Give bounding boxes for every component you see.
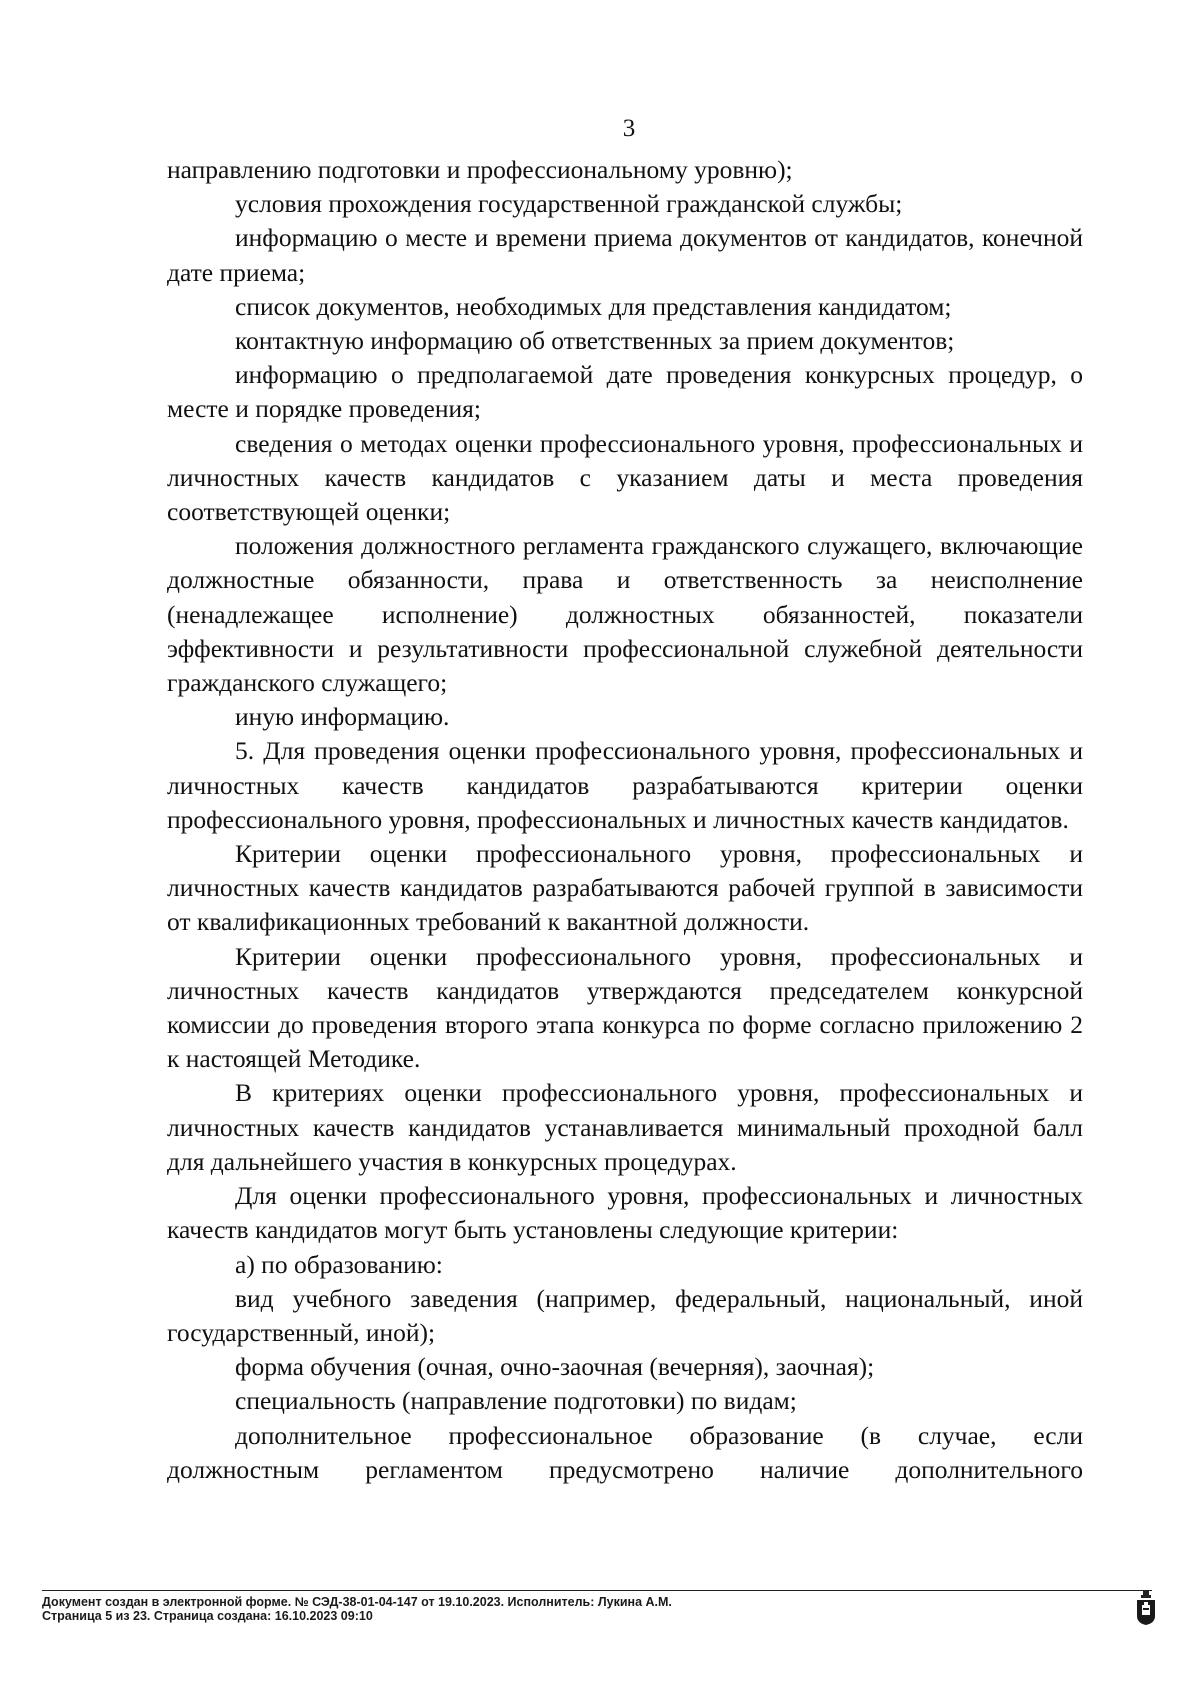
paragraph: контактную информацию об ответственных за прием документов;: [235, 326, 955, 356]
paragraph-continues: дополнительное профессиональное образование (в случае, если должностным регламентом предусмотрено наличие дополнительного: [167, 1420, 1083, 1484]
footer-divider: [42, 1590, 1152, 1591]
page-number: 3: [622, 115, 636, 142]
coat-of-arms-icon: [1135, 1590, 1157, 1626]
paragraph: информацию о предполагаемой дате проведения конкурсных процедур, о месте и порядке проведения;: [167, 360, 1083, 424]
paragraph-item-5: 5. Для проведения оценки профессионального уровня, профессиональных и личностных качеств кандидатов разрабатываются критерии оценки профессионального уровня, профессиональных и личностных качеств кандидатов.: [167, 736, 1083, 834]
paragraph: Критерии оценки профессионального уровня, профессиональных и личностных качеств кандидатов разрабатываются рабочей группой в зависимости от квалификационных требований к вакантной должности.: [167, 839, 1083, 937]
paragraph-continuation: направлению подготовки и профессиональному уровню);: [167, 155, 793, 184]
paragraph: форма обучения (очная, очно-заочная (вечерняя), заочная);: [235, 1352, 875, 1382]
footer-stamp: [42, 1596, 672, 1623]
paragraph: информацию о месте и времени приема документов от кандидатов, конечной дате приема;: [167, 223, 1083, 287]
paragraph: иную информацию.: [235, 702, 450, 732]
footer-line-document: Документ создан в электронной форме. № СЭД-38-01-04-147 от 19.10.2023. Исполнитель: Лукина А.М.: [42, 1595, 672, 1609]
paragraph: Критерии оценки профессионального уровня, профессиональных и личностных качеств кандидатов утверждаются председателем конкурсной комиссии до проведения второго этапа конкурса по форме согласно приложению 2 к настоящей Методике.: [167, 941, 1083, 1074]
paragraph: В критериях оценки профессионального уровня, профессиональных и личностных качеств кандидатов устанавливается минимальный проходной балл для дальнейшего участия в конкурсных процедурах.: [167, 1078, 1083, 1176]
paragraph: условия прохождения государственной гражданской службы;: [235, 189, 903, 219]
paragraph: положения должностного регламента гражданского служащего, включающие должностные обязанности, права и ответственность за неисполнение (ненадлежащее исполнение) должностных обязанностей, показатели эффективности и результативности профессиональной служебной деятельности гражданского служащего;: [167, 531, 1083, 698]
paragraph: Для оценки профессионального уровня, профессиональных и личностных качеств кандидатов могут быть установлены следующие критерии:: [167, 1181, 1083, 1245]
paragraph: сведения о методах оценки профессионального уровня, профессиональных и личностных качеств кандидатов с указанием даты и места проведения соответствующей оценки;: [167, 428, 1083, 527]
document-body: [167, 153, 1083, 1487]
paragraph: специальность (направление подготовки) по видам;: [235, 1386, 797, 1416]
paragraph: а) по образованию:: [235, 1249, 443, 1279]
paragraph: список документов, необходимых для представления кандидатом;: [235, 291, 952, 321]
paragraph: вид учебного заведения (например, федеральный, национальный, иной государственный, иной);: [167, 1283, 1083, 1347]
footer-line-page: Страница 5 из 23. Страница создана: 16.10.2023 09:10: [42, 1608, 373, 1623]
